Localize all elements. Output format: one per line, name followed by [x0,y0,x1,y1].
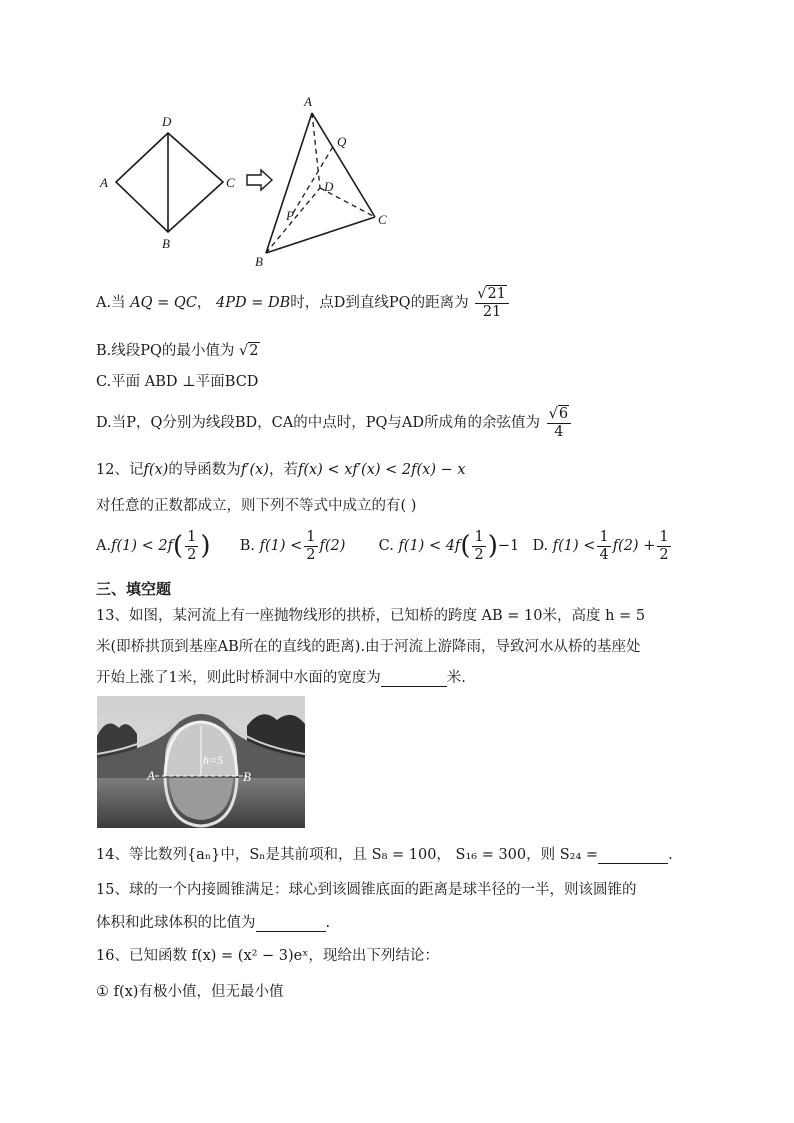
section-title: 三、填空题 [96,580,172,598]
label-b-tetra: B [255,254,263,269]
q14: 14、等比数列{aₙ}中，Sₙ是其前项和，且 S₈ = 100， S₁₆ = 300，则 S₂₄ = . [96,847,673,863]
q15-line2: 体积和此球体积的比值为 . [96,915,331,931]
q12-stem-line2: 对任意的正数都成立，则下列不等式中成立的有( ) [96,498,417,514]
label-d: D [162,114,172,129]
label-p: P [286,208,294,223]
q13-line3: 开始上涨了1米，则此时桥洞中水面的宽度为 米. [96,670,466,686]
fold-arrow-icon [247,170,272,190]
q15-line1: 15、球的一个内接圆锥满足：球心到该圆锥底面的距离是球半径的一半，则该圆锥的 [96,882,637,898]
photo-label-b: B [243,769,251,784]
q12-option-a: A.f(1) < 2f( $\frac{1}{2}$ ) [96,528,211,563]
label-a: A [100,175,108,190]
label-q: Q [337,134,347,149]
q13-line2: 米(即桥拱顶到基座AB所在的直线的距离).由于河流上游降雨，导致河水从桥的基座处 [96,639,641,655]
label-a-tetra: A [304,94,312,109]
photo-label-h: h=5 [203,753,224,767]
geometry-figure [90,90,410,275]
bridge-photo [97,696,305,828]
q13-line1: 13、如图，某河流上有一座抛物线形的拱桥，已知桥的跨度 AB = 10米，高度 h = 5 [96,608,646,624]
q16-item-1: ① f(x)有极小值，但无最小值 [96,984,284,1000]
fraction: $\frac{√21}{21}$ [475,286,509,321]
q11-option-b: B.线段PQ的最小值为 √2 [96,343,259,359]
q12-option-d: D. f(1) < $\frac{1}{4}$ f(2) + $\frac{1}{2}$ [532,528,669,563]
q12-option-c: C. f(1) < 4f( $\frac{1}{2}$ )−1 [378,528,520,563]
label-c-tetra: C [378,212,387,227]
label-d-tetra: D [324,179,334,194]
answer-blank[interactable] [381,670,447,687]
fraction: $\frac{√6}{4}$ [547,406,571,441]
q12-stem: 12、记f(x)的导函数为f′(x)，若f(x) < xf′(x) < 2f(x) − x [96,462,466,478]
answer-blank[interactable] [598,847,668,864]
q11-option-c: C.平面 ABD ⊥平面BCD [96,374,259,390]
photo-label-a: A [147,768,155,783]
label-b: B [162,236,170,251]
square-abcd [116,133,223,232]
q16-stem: 16、已知函数 f(x) = (x² − 3)eˣ，现给出下列结论： [96,948,439,964]
q12-option-b: B. f(1) < $\frac{1}{2}$ f(2) [239,528,346,563]
label-c: C [226,175,235,190]
answer-blank[interactable] [256,915,326,932]
q11-option-d: D.当P，Q分别为线段BD，CA的中点时，PQ与AD所成角的余弦值为 $\frac{√6}{4}$ [96,403,573,443]
q12-options [96,526,673,566]
q11-option-a: A.当 AQ = QC， 4PD = DB时，点D到直线PQ的距离为 $\frac{√21}{21}$ [96,283,511,323]
